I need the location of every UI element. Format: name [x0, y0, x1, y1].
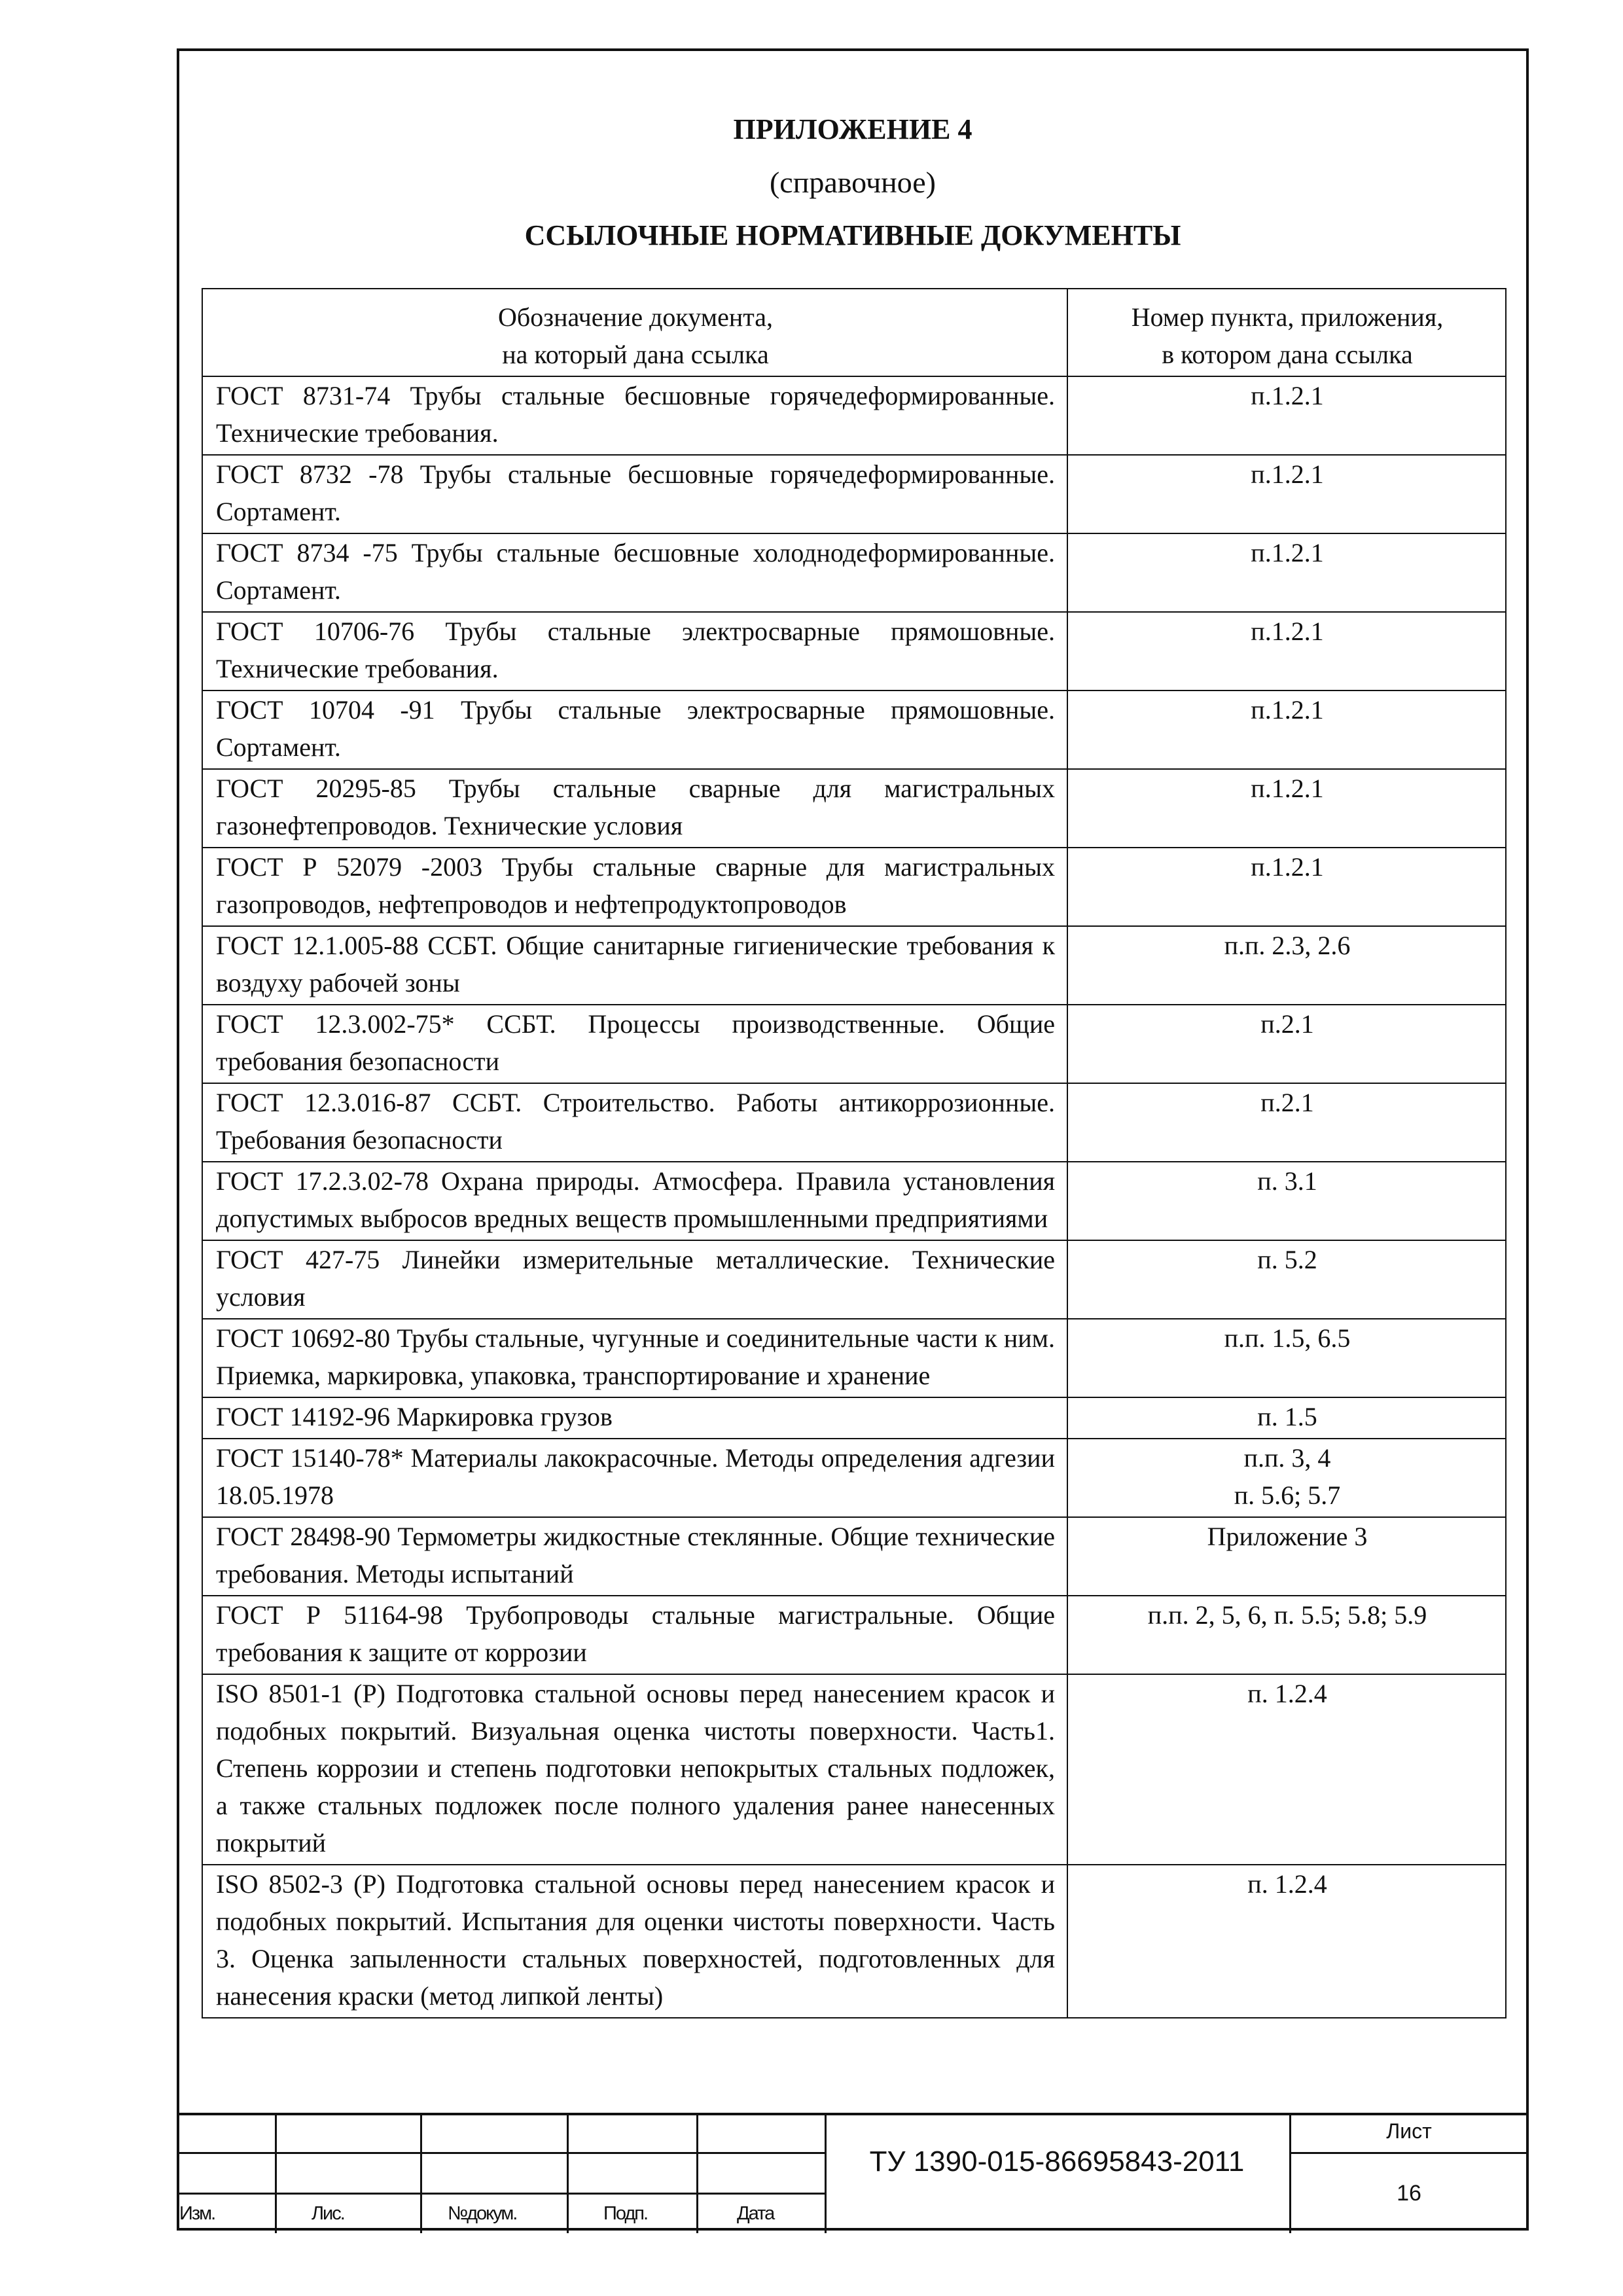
table-row — [202, 926, 1506, 1005]
document-code: ТУ 1390-015-86695843-2011 — [869, 2145, 1245, 2178]
clause-reference-cell — [1067, 769, 1506, 848]
document-title: ССЫЛОЧНЫЕ НОРМАТИВНЫЕ ДОКУМЕНТЫ — [524, 219, 1181, 251]
clause-reference: п.1.2.1 — [1251, 774, 1324, 803]
document-reference-cell: ГОСТ 10704 -91 Трубы стальные электросварные прямошовные. Сортамент. — [202, 691, 1067, 769]
clause-reference-cell — [1067, 1083, 1506, 1162]
clause-reference: п. 3.1 — [1257, 1166, 1317, 1196]
title-block-divider — [420, 2115, 422, 2233]
table-row — [202, 1162, 1506, 1240]
clause-reference: п. 1.5 — [1257, 1402, 1317, 1431]
document-reference-cell: ГОСТ 8734 -75 Трубы стальные бесшовные холоднодеформированные. Сортамент. — [202, 533, 1067, 612]
clause-reference: п.1.2.1 — [1251, 381, 1324, 410]
title-block-divider — [275, 2115, 277, 2233]
clause-reference-cell — [1067, 691, 1506, 769]
document-reference-cell: ГОСТ 8732 -78 Трубы стальные бесшовные горячедеформированные. Сортамент. — [202, 455, 1067, 533]
clause-reference: п.1.2.1 — [1251, 852, 1324, 882]
sheet-number: 16 — [1397, 2181, 1421, 2206]
clause-reference: п.2.1 — [1260, 1088, 1314, 1117]
label-sheet: Лис. — [312, 2203, 344, 2224]
clause-reference-cell — [1067, 1397, 1506, 1439]
document-reference-cell: ГОСТ Р 52079 -2003 Трубы стальные сварные для магистральных газопроводов, нефтепроводов и нефтепродуктопроводов — [202, 848, 1067, 926]
table-row — [202, 1005, 1506, 1083]
table-row — [202, 1865, 1506, 2018]
table-row — [202, 691, 1506, 769]
clause-reference: п.п. 3, 4 — [1243, 1443, 1331, 1473]
title-block — [177, 2113, 1529, 2231]
table-row — [202, 1674, 1506, 1865]
document-reference-cell: ГОСТ 12.1.005-88 ССБТ. Общие санитарные гигиенические требования к воздуху рабочей зоны — [202, 926, 1067, 1005]
clause-reference-cell — [1067, 1240, 1506, 1319]
clause-reference: п.1.2.1 — [1251, 459, 1324, 489]
document-reference-cell: ГОСТ 14192-96 Маркировка грузов — [202, 1397, 1067, 1439]
column-header-document: Обозначение документа, на который дана ссылка — [202, 289, 1067, 376]
document-reference-cell: ГОСТ 17.2.3.02-78 Охрана природы. Атмосфера. Правила установления допустимых выбросов вредных веществ промышленными предприятиями — [202, 1162, 1067, 1240]
clause-reference-cell — [1067, 926, 1506, 1005]
title-block-rule — [177, 2193, 825, 2195]
document-reference-cell: ГОСТ 427-75 Линейки измерительные металлические. Технические условия — [202, 1240, 1067, 1319]
clause-reference: п. 5.6; 5.7 — [1234, 1480, 1341, 1510]
document-reference-cell: ГОСТ 10706-76 Трубы стальные электросварные прямошовные. Технические требования. — [202, 612, 1067, 691]
table-row — [202, 769, 1506, 848]
title-block-rule — [177, 2152, 825, 2154]
clause-reference-cell — [1067, 1865, 1506, 2018]
sheet-label: Лист — [1386, 2119, 1432, 2143]
title-block-rule — [1289, 2152, 1529, 2154]
document-reference-cell: ГОСТ 15140-78* Материалы лакокрасочные. Методы определения адгезии 18.05.1978 — [202, 1439, 1067, 1517]
clause-reference: п.п. 2.3, 2.6 — [1224, 931, 1351, 960]
document-reference-cell: ГОСТ 12.3.016-87 ССБТ. Строительство. Работы антикоррозионные. Требования безопасности — [202, 1083, 1067, 1162]
column-header-reference: Номер пункта, приложения, в котором дана ссылка — [1067, 289, 1506, 376]
document-reference-cell: ГОСТ 10692-80 Трубы стальные, чугунные и соединительные части к ним. Приемка, маркировка, упаковка, транспортирование и хранение — [202, 1319, 1067, 1397]
clause-reference: п.1.2.1 — [1251, 695, 1324, 725]
title-block-divider — [567, 2115, 569, 2233]
clause-reference-cell — [1067, 612, 1506, 691]
clause-reference: п.1.2.1 — [1251, 617, 1324, 646]
clause-reference-cell — [1067, 455, 1506, 533]
document-reference-cell: ГОСТ 28498-90 Термометры жидкостные стеклянные. Общие технические требования. Методы испытаний — [202, 1517, 1067, 1596]
clause-reference-cell — [1067, 848, 1506, 926]
document-reference-cell: ГОСТ Р 51164-98 Трубопроводы стальные магистральные. Общие требования к защите от коррозии — [202, 1596, 1067, 1674]
appendix-note: (справочное) — [769, 166, 936, 199]
clause-reference: п.1.2.1 — [1251, 538, 1324, 567]
table-row — [202, 1596, 1506, 1674]
table-row — [202, 1083, 1506, 1162]
document-reference-cell: ГОСТ 8731-74 Трубы стальные бесшовные горячедеформированные. Технические требования. — [202, 376, 1067, 455]
table-row — [202, 1517, 1506, 1596]
label-revision: Изм. — [179, 2203, 215, 2224]
table-row — [202, 848, 1506, 926]
document-reference-cell: ГОСТ 12.3.002-75* ССБТ. Процессы производственные. Общие требования безопасности — [202, 1005, 1067, 1083]
table-row — [202, 1439, 1506, 1517]
table-row — [202, 455, 1506, 533]
clause-reference: п. 1.2.4 — [1247, 1679, 1327, 1708]
document-reference-cell: ISO 8502-3 (P) Подготовка стальной основы перед нанесением красок и подобных покрытий. Испытания для оценки чистоты поверхности. Часть 3. Оценка запыленности стальных поверхностей, подготовленных для нанесения краски (метод липкой ленты) — [202, 1865, 1067, 2018]
title-block-divider — [696, 2115, 698, 2233]
clause-reference-cell — [1067, 1005, 1506, 1083]
label-date: Дата — [737, 2203, 774, 2224]
table-row — [202, 376, 1506, 455]
table-row — [202, 1397, 1506, 1439]
clause-reference-cell — [1067, 1439, 1506, 1517]
clause-reference: п.2.1 — [1260, 1009, 1314, 1039]
label-document-number: №докум. — [448, 2203, 517, 2224]
references-table-body — [202, 376, 1506, 2018]
document-reference-cell: ISO 8501-1 (P) Подготовка стальной основы перед нанесением красок и подобных покрытий. Визуальная оценка чистоты поверхности. Часть1. Степень коррозии и степень подготовки непокрытых стальных подложек, а также стальных подложек после полного удаления ранее нанесенных покрытий — [202, 1674, 1067, 1865]
clause-reference-cell — [1067, 376, 1506, 455]
clause-reference: п.п. 1.5, 6.5 — [1224, 1323, 1351, 1353]
table-row — [202, 1319, 1506, 1397]
clause-reference: п. 1.2.4 — [1247, 1869, 1327, 1899]
clause-reference-cell — [1067, 1596, 1506, 1674]
clause-reference: п. 5.2 — [1257, 1245, 1317, 1274]
clause-reference: Приложение 3 — [1207, 1522, 1368, 1551]
clause-reference-cell — [1067, 1319, 1506, 1397]
table-row — [202, 612, 1506, 691]
clause-reference-cell — [1067, 533, 1506, 612]
clause-reference-cell — [1067, 1162, 1506, 1240]
table-row — [202, 533, 1506, 612]
clause-reference-cell — [1067, 1517, 1506, 1596]
table-row — [202, 1240, 1506, 1319]
appendix-heading: ПРИЛОЖЕНИЕ 4 — [733, 113, 972, 145]
label-signature: Подп. — [603, 2203, 648, 2224]
table-header-row — [202, 289, 1506, 376]
document-reference-cell: ГОСТ 20295-85 Трубы стальные сварные для магистральных газонефтепроводов. Технические условия — [202, 769, 1067, 848]
references-table — [202, 288, 1507, 2018]
clause-reference: п.п. 2, 5, 6, п. 5.5; 5.8; 5.9 — [1147, 1600, 1427, 1630]
clause-reference-cell — [1067, 1674, 1506, 1865]
